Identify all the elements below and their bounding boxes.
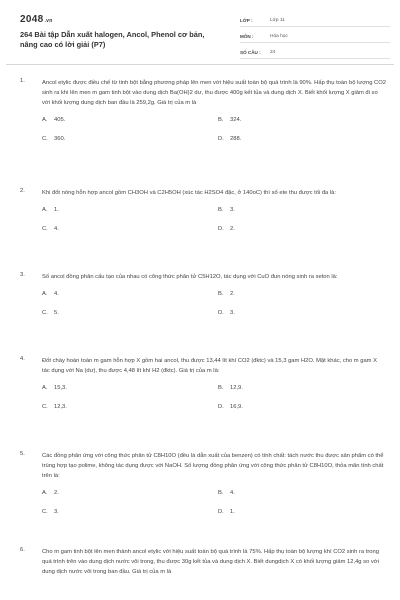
question-item	[20, 356, 386, 451]
option-text: 5.	[54, 310, 59, 316]
option-letter: D.	[218, 136, 224, 142]
logo-main: 2048	[20, 14, 44, 25]
option-letter: B.	[218, 385, 224, 391]
meta-value: Hóa học	[270, 33, 288, 39]
meta-value: 24	[270, 49, 276, 55]
option-text: 1.	[230, 509, 235, 515]
option-text: 2.	[54, 490, 59, 496]
option-text: 12,3.	[54, 404, 67, 410]
question-item	[20, 188, 386, 272]
answer-option[interactable]	[218, 115, 394, 134]
question-number: 6.	[20, 547, 25, 553]
question-number: 5.	[20, 451, 25, 457]
answer-options	[42, 205, 386, 243]
question-list	[20, 78, 386, 595]
meta-info	[240, 14, 390, 62]
option-letter: C.	[42, 226, 48, 232]
option-text: 2.	[230, 291, 235, 297]
site-logo[interactable]	[20, 14, 53, 25]
answer-option[interactable]	[42, 205, 218, 224]
answer-option[interactable]	[42, 224, 218, 243]
question-text: Các đồng phân ứng với công thức phân tử C8H10O (đều là dẫn xuất của benzen) có tính chất: tách nước thu được sản phẩm có thể trùng hợp tạo polime, không tác dụng được với NaOH. Số lượng đồng phân ứng với công thức phân tử C8H10O, thỏa mãn tính chất trên là:	[42, 453, 384, 479]
question-text: Đốt cháy hoàn toàn m gam hỗn hợp X gồm hai ancol, thu được 13,44 lít khí CO2 (đktc) và 15,3 gam H2O. Mặt khác, cho m gam X tác dụng với Na (dư), thu được 4,48 lít khí H2 (đktc). Giá trị của m là:	[42, 358, 377, 374]
answer-option[interactable]	[218, 402, 394, 421]
answer-option[interactable]	[42, 308, 218, 327]
document-title: 264 Bài tập Dẫn xuất halogen, Ancol, Phenol cơ bản, nâng cao có lời giải (P7)	[20, 30, 205, 49]
option-text: 3.	[230, 207, 235, 213]
option-letter: A.	[42, 490, 48, 496]
option-letter: A.	[42, 207, 48, 213]
answer-option[interactable]	[218, 224, 394, 243]
question-text: Cho m gam tinh bột lên men thành ancol etylic với hiệu suất toàn bộ quá trình là 75%. Hấp thụ toàn bộ lượng khí CO2 sinh ra trong quá trình trên vào dung dịch nước vôi trong, thu được 30g kết tủa và dung dịch X. Biết dungdịch X có khối lượng giảm 12,4g so với dung dịch nước vôi trong ban đầu. Giá trị của m là	[42, 549, 379, 575]
question-number: 1.	[20, 78, 25, 84]
option-letter: C.	[42, 310, 48, 316]
answer-option[interactable]	[218, 289, 394, 308]
option-letter: C.	[42, 509, 48, 515]
answer-option[interactable]	[42, 402, 218, 421]
meta-row-class	[240, 14, 390, 27]
question-number: 4.	[20, 356, 25, 362]
option-letter: A.	[42, 385, 48, 391]
option-letter: C.	[42, 404, 48, 410]
option-letter: D.	[218, 310, 224, 316]
option-text: 3.	[54, 509, 59, 515]
answer-option[interactable]	[42, 289, 218, 308]
option-letter: A.	[42, 117, 48, 123]
answer-options	[42, 115, 386, 153]
answer-options	[42, 383, 386, 421]
meta-value: Lớp 11	[270, 17, 285, 23]
option-text: 2.	[230, 226, 235, 232]
answer-option[interactable]	[218, 205, 394, 224]
answer-option[interactable]	[218, 308, 394, 327]
answer-options	[42, 289, 386, 327]
question-text: Khi đốt nóng hỗn hợp ancol gồm CH3OH và C2H5OH (xúc tác H2SO4 đặc, ở 140oC) thì số ete thu được tối đa là:	[42, 190, 337, 196]
meta-label: SỐ CÂU :	[240, 49, 261, 55]
answer-option[interactable]	[42, 115, 218, 134]
question-text: Số ancol đồng phân cấu tạo của nhau có công thức phân tử C5H12O, tác dụng với CuO đun nóng sinh ra xeton là:	[42, 274, 338, 280]
option-text: 288.	[230, 136, 242, 142]
question-text: Ancol etylic được điều chế từ tinh bột bằng phương pháp lên men với hiệu suất toàn bộ quá trình là 90%. Hấp thụ toàn bộ lượng CO2 sinh ra khi lên men m gam tinh bột vào dung dịch Ba(OH)2 dư, thu được 400g kết tủa và dung dịch X. Biết khối lượng X giảm đi so với khối lượng dung dịch ban đầu là 259,2g. Giá trị của m là	[42, 80, 386, 106]
meta-label: LỚP :	[240, 17, 253, 23]
question-number: 2.	[20, 188, 25, 194]
option-text: 3.	[230, 310, 235, 316]
answer-option[interactable]	[218, 134, 394, 153]
option-letter: D.	[218, 509, 224, 515]
answer-option[interactable]	[42, 488, 218, 507]
option-letter: B.	[218, 291, 224, 297]
document-header	[14, 0, 386, 62]
option-text: 4.	[230, 490, 235, 496]
meta-label: MÔN :	[240, 33, 254, 39]
question-item	[20, 272, 386, 356]
logo-sub: .vn	[44, 18, 53, 24]
option-text: 324.	[230, 117, 242, 123]
option-text: 360.	[54, 136, 66, 142]
answer-options	[42, 488, 386, 526]
option-letter: A.	[42, 291, 48, 297]
option-text: 4.	[54, 226, 59, 232]
question-item	[20, 451, 386, 547]
question-item	[20, 78, 386, 160]
option-letter: D.	[218, 404, 224, 410]
option-letter: C.	[42, 136, 48, 142]
option-letter: B.	[218, 207, 224, 213]
question-item	[20, 547, 386, 595]
option-letter: B.	[218, 117, 224, 123]
option-text: 12,9.	[230, 385, 243, 391]
option-text: 16,9.	[230, 404, 243, 410]
answer-option[interactable]	[42, 134, 218, 153]
answer-option[interactable]	[218, 507, 394, 526]
option-text: 15,3.	[54, 385, 67, 391]
answer-option[interactable]	[218, 383, 394, 402]
meta-row-subject	[240, 30, 390, 43]
option-letter: B.	[218, 490, 224, 496]
header-divider	[6, 64, 394, 65]
question-number: 3.	[20, 272, 25, 278]
option-text: 4.	[54, 291, 59, 297]
option-text: 405.	[54, 117, 66, 123]
answer-option[interactable]	[218, 488, 394, 507]
answer-option[interactable]	[42, 507, 218, 526]
meta-row-count	[240, 46, 390, 59]
answer-option[interactable]	[42, 383, 218, 402]
option-text: 1.	[54, 207, 59, 213]
option-letter: D.	[218, 226, 224, 232]
